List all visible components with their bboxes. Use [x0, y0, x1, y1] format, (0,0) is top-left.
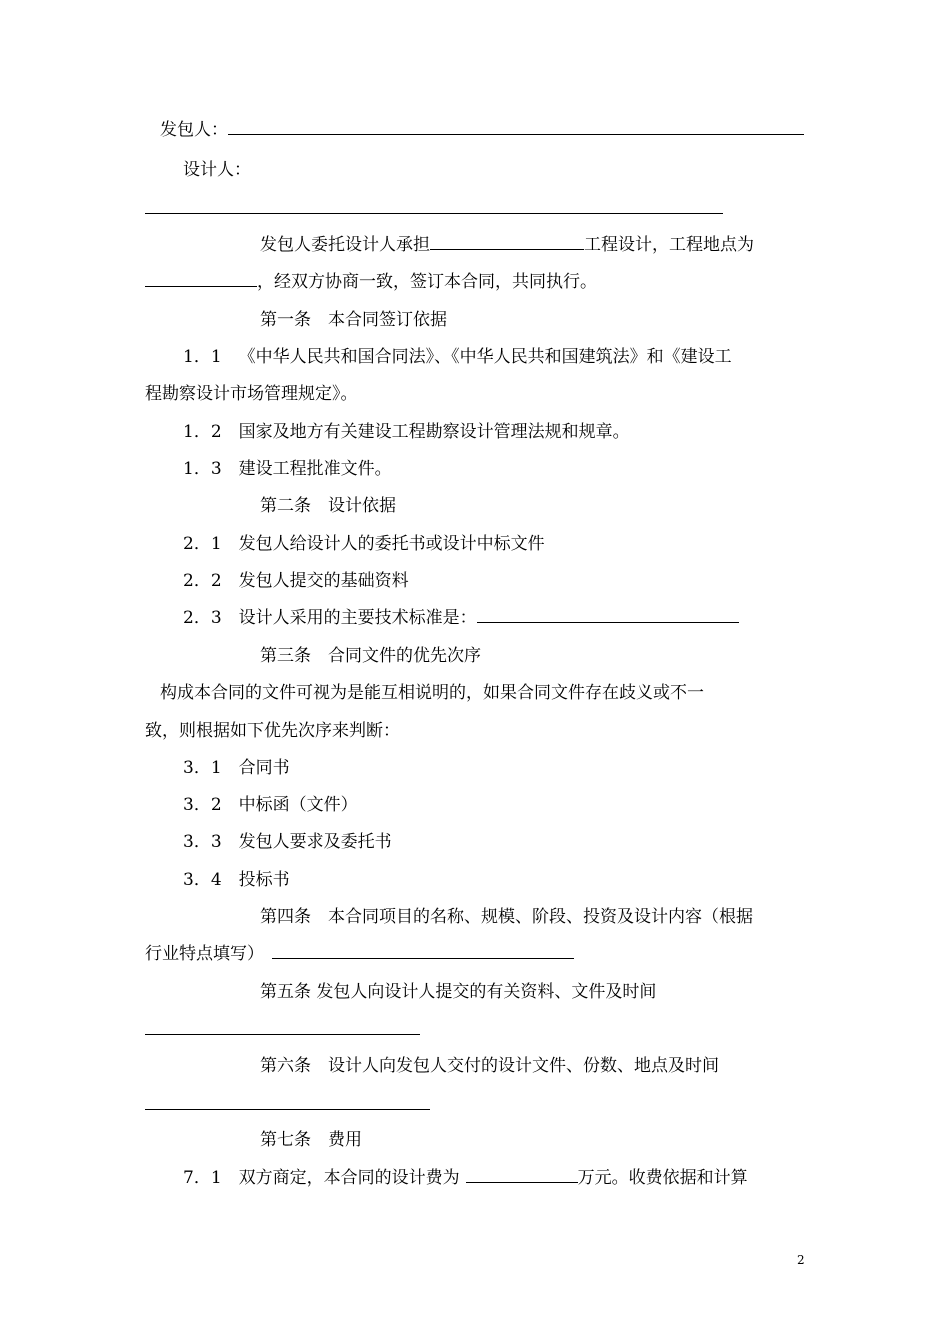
clause-number: 3．1	[183, 758, 222, 778]
intro-text-b: 工程设计，工程地点为	[584, 235, 754, 255]
clause-text: 合同书	[238, 758, 290, 778]
article-3-para-2: 致，则根据如下优先次序来判断：	[145, 721, 400, 741]
clause-number: 7．1	[183, 1168, 222, 1188]
employer-line	[160, 118, 814, 142]
article-3-title: 第三条 合同文件的优先次序	[260, 646, 481, 666]
clause-text: 发包人给设计人的委托书或设计中标文件	[238, 534, 545, 554]
article-4-cont	[145, 942, 810, 966]
clause-1-3	[183, 457, 810, 481]
clause-text: 发包人提交的基础资料	[238, 571, 409, 591]
article-5-title: 第五条 发包人向设计人提交的有关资料、文件及时间	[260, 982, 657, 1002]
clause-3-3	[183, 830, 810, 854]
clause-1-2	[183, 420, 810, 444]
designer-blank	[145, 213, 723, 214]
article-5-blank	[145, 1034, 420, 1035]
clause-number: 3．4	[183, 870, 222, 890]
location-blank	[145, 270, 257, 287]
clause-text-b: 万元。收费依据和计算	[577, 1168, 748, 1188]
clause-1-1-cont: 程勘察设计市场管理规定》。	[145, 384, 358, 404]
clause-text: 《中华人民共和国合同法》、《中华人民共和国建筑法》和《建设工	[238, 347, 732, 367]
clause-text: 投标书	[238, 870, 290, 890]
employer-label: 发包人：	[160, 120, 228, 140]
intro-line-2	[145, 270, 810, 294]
clause-3-1	[183, 756, 810, 780]
clause-text: 中标函（文件）	[238, 795, 358, 815]
designer-label: 设计人：	[183, 160, 251, 180]
clause-1-1	[183, 345, 810, 369]
article-6-blank	[145, 1109, 430, 1110]
clause-text: 国家及地方有关建设工程勘察设计管理法规和规章。	[238, 422, 630, 442]
clause-number: 2．2	[183, 571, 222, 591]
clause-text: 发包人要求及委托书	[238, 832, 392, 852]
clause-text: 建设工程批准文件。	[238, 459, 392, 479]
clause-7-1	[183, 1166, 810, 1190]
employer-blank	[228, 118, 804, 135]
article-4-title: 第四条 本合同项目的名称、规模、阶段、投资及设计内容（根据	[260, 907, 753, 927]
clause-2-1	[183, 532, 810, 556]
article-6-title: 第六条 设计人向发包人交付的设计文件、份数、地点及时间	[260, 1056, 719, 1076]
clause-3-4	[183, 868, 810, 892]
project-name-blank	[430, 233, 584, 250]
clause-2-2	[183, 569, 810, 593]
clause-number: 3．2	[183, 795, 222, 815]
designer-line	[183, 158, 810, 182]
clause-number: 1．1	[183, 347, 222, 367]
clause-number: 1．3	[183, 459, 222, 479]
clause-text-a: 双方商定，本合同的设计费为	[238, 1168, 460, 1188]
clause-text: 设计人采用的主要技术标准是：	[238, 608, 477, 628]
intro-text-c: ，经双方协商一致，签订本合同，共同执行。	[257, 272, 597, 292]
article-4-cont-text: 行业特点填写）	[145, 944, 264, 964]
standard-blank	[477, 606, 739, 623]
clause-number: 3．3	[183, 832, 222, 852]
clause-3-2	[183, 793, 810, 817]
clause-number: 2．1	[183, 534, 222, 554]
project-content-blank	[272, 942, 574, 959]
article-3-para-1: 构成本合同的文件可视为是能互相说明的，如果合同文件存在歧义或不一	[160, 683, 704, 703]
fee-blank	[466, 1166, 578, 1183]
clause-number: 2．3	[183, 608, 222, 628]
article-2-title: 第二条 设计依据	[260, 496, 396, 516]
article-1-title: 第一条 本合同签订依据	[260, 310, 447, 330]
clause-2-3	[183, 606, 810, 630]
intro-line-1	[260, 233, 810, 257]
page-number: 2	[797, 1253, 805, 1267]
article-7-title: 第七条 费用	[260, 1130, 362, 1150]
intro-text-a: 发包人委托设计人承担	[260, 235, 430, 255]
clause-number: 1．2	[183, 422, 222, 442]
